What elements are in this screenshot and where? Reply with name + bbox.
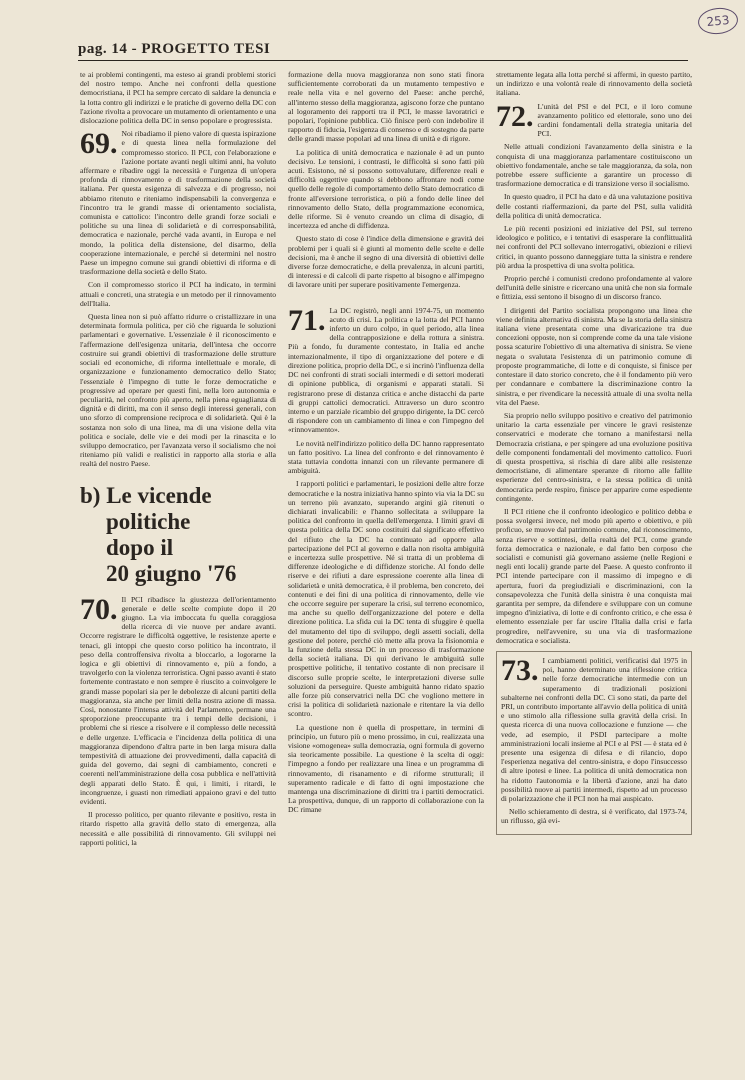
paragraph-number-70: 70. [80,594,118,626]
paragraph: Nelle attuali condizioni l'avanzamento della sinistra e la conquista di una maggioranza parlamentare costituiscono un obiettivo fondamentale, anche se tale maggioranza, da sola, non potrebbe essere sufficiente a garantire un processo di trasformazione democratica e di transizione verso il socialismo. [496,142,692,189]
paragraph: Le novità nell'indirizzo politico della DC hanno rappresentato un fatto positivo. La linea del confronto e del rinnovamento è stata tuttavia condotta innanzi con un rilevante permanere di ambiguità. [288,438,484,476]
paragraph: La questione non è quella di prospettare, in termini di principio, un futuro più o meno prossimo, in cui, realizzata una visione «omogenea» sulla democrazia, ogni formula di governo sia teoricamente possibile. La questione è la scelta di oggi: l'impegno a fondo per realizzare una linea e un programma di rinnovamento, di risanamento e di riforme strutturali; il superamento radicale e di fatto di ogni impostazione che mantenga una discriminazione di diritti tra i partiti democratici. La prospettiva, dunque, di un rapporto di collaborazione con la DC rimane [288,722,484,815]
section-71 [288,306,484,439]
section-heading-line: dopo il [106,534,174,560]
paragraph: Proprio perché i comunisti credono profondamente al valore dell'unità delle sinistre e ricercano una unità che non sia formale e fittizia, essi sentono il bisogno di un discorso franco. [496,274,692,302]
paragraph: Nello schieramento di destra, si è verificato, dal 1973-74, un riflusso, già evi- [501,807,687,826]
section-69 [80,129,276,280]
section-heading-line: b) Le vicende [80,482,212,508]
paragraph: In questo quadro, il PCI ha dato e dà una valutazione positiva delle costanti riaffermazioni, da parte del PSI, sulla validità della politica di unità democratica. [496,192,692,220]
paragraph: L'unità del PSI e del PCI, e il loro comune avanzamento politico ed elettorale, sono uno dei cardini fondamentali della strategia unitaria del PCI. [537,101,692,139]
section-72 [496,102,692,143]
section-70 [80,595,276,811]
section-heading-line: 20 giugno '76 [106,560,237,586]
paragraph: Il processo politico, per quanto rilevante e positivo, resta in ritardo rispetto alla gravità dello stato di emergenza, alla necessità e alle possibilità di rinnovamento. Gli sviluppi nei rapporti politici, la [80,810,276,847]
paragraph: te ai problemi contingenti, ma esteso ai grandi problemi storici del nostro tempo. Anche nei confronti della questione democristiana, il PCI ha sempre cercato di saldare la denuncia e la lotta contro gli indirizzi e le pratiche di governo della DC con l'azione rivolta a provocare un mutamento di orientamento e una dislocazione politica della DC in senso popolare e progressista. [80,70,276,126]
paragraph-number-73: 73. [501,653,539,687]
paragraph: La DC registrò, negli anni 1974-75, un momento acuto di crisi. La politica e la lotta del PCI hanno inferto un duro colpo, in quel periodo, alla linea della contrapposizione e della rottura a sinistra. Più a fondo, fu duramente contestato, in Italia ed anche internazionalmente, il tipo di organizzazione del potere e di direzione politica, proprio della DC, e si incrinò l'influenza della DC nei confronti di strati sociali intermedi e di settori moderati di opinione pubblica, di organismi e apparati statali. Si registrarono prese di distanza critica e anche distacchi da parte di gruppi cattolici democratici. Attraverso un duro scontro interno e un parziale ricambio del gruppo dirigente, la DC cercò di rispondere con un cambiamento di linea e con l'impegno del «rinnovamento». [288,305,484,435]
paragraph: Il PCI ribadisce la giustezza dell'orientamento generale e delle scelte compiute dopo il 20 giugno. La via imboccata fu quella coraggiosa della ricerca di vie nuove per andare avanti. Occorre registrare le difficoltà oggettive, le resistenze aperte e tenaci, gli intoppi che questo corso politico ha incontrato, il peso della controffensiva rivolta a bloccarlo, a logorarne la logica e gli obiettivi di rinnovamento e, più a fondo, a travolgerlo con la violenza terroristica. Ogni passo avanti è stato fortemente contrastato e non sempre è riuscito a coinvolgere le grandi masse popolari sia per le debolezze di alcuni partiti della maggioranza, sia anche per limiti della nostra azione di massa. Così, nonostante l'intensa attività del Parlamento, permane una sproporzione preoccupante tra i tempi delle decisioni, i problemi che si riesce a risolvere e il complesso delle necessità e delle urgenze. L'efficacia e l'incidenza della politica di una maggioranza dipendono d'altra parte in ben larga misura dalla tempestività di attuazione dei provvedimenti, dalla capacità di guida del governo, dai segni di cambiamento, concreti e coerenti nell'amministrazione della cosa pubblica e nell'attività degli apparati dello Stato. È qui, i limiti, i ritardi, le incongruenze, i guasti non rimediati appaiono gravi e del tutto evidenti. [80,594,276,806]
header-title: pag. 14 - PROGETTO TESI [78,41,271,57]
paragraph-number-72: 72. [496,101,534,133]
page-number-stamp: 253 [697,6,739,36]
paragraph: formazione della nuova maggioranza non sono stati finora sufficientemente corroborati da un mutamento tempestivo e reale nella vita e nel governo del Paese: anche perché, all'interno stesso della maggioranza, agiscono forze che puntano al logoramento dei rapporti tra il PCI, le masse lavoratrici e popolari, l'opinione pubblica. Ciò finisce però con indebolire il rapporto di fiducia, l'esigenza di consenso e di sostegno da parte delle grandi masse popolari ad una linea di unità e di rigore. [288,70,484,144]
section-73 [496,651,692,835]
paragraph: I rapporti politici e parlamentari, le posizioni delle altre forze democratiche e la nostra iniziativa hanno spinto via via la DC su un terreno più avanzato, superando argini già ritenuti o dichiarati invalicabili: e l'hanno sollecitata a sviluppare la politica del confronto in quella dell'emergenza. I limiti gravi di questa politica della DC sono costituiti dal significato effettivo del rifiuto che la DC ha continuato ad opporre alla partecipazione del PCI al governo e dalla non risolta ambiguità e incertezza sulle prospettive. Né si tratta di un problema di differenze ideologiche e di diffidenze storiche. Al fondo delle riserve e dei rifiuti a dare espressione coerente alla linea di solidarietà e unità democratica, è il problema, ben concreto, dei contenuti e dei fini di una politica di rinnovamento, delle vie che occorre seguire per superare la crisi, sul terreno economico, ma anche su quello dell'organizzazione del potere e della direzione politica. La sfida cui la DC tenta di sfuggire è quella del mutamento del tipo di sviluppo, degli assetti sociali, della gestione del potere, perché ciò mette alla prova la fisionomia e la funzione della stessa DC in un processo di trasformazione della società italiana. Di qui derivano le ambiguità sulle prospettive politiche, il tentativo costante di non precisare il discorso sulle proprie scelte, le interpretazioni diverse sulle soluzioni da perseguire. Queste ambiguità hanno ridato spazio alle forze più conservatrici nella DC che vogliono mettere in crisi la politica di solidarietà nazionale e ritentare la via dello scontro. [288,479,484,719]
paragraph: strettamente legata alla lotta perché si affermi, in questo partito, un indirizzo e una volontà reale di rinnovamento della società italiana. [496,70,692,98]
paragraph: Il PCI ritiene che il confronto ideologico e politico debba e possa svolgersi invece, nel modo più aperto e obiettivo, e più proficuo, se muove dal patrimonio comune, dal riconoscimento, senza riserve e sottintesi, della realtà del PCI, come grande forza democratica e nazionale, e dal fatto ben corposo che socialisti e comunisti già governano assieme (nelle Regioni e negli enti locali) grande parte del Paese. A questo confronto il PCI intende partecipare con il massimo di impegno e di apertura, fuori da pregiudiziali e discriminazioni, con la consapevolezza che l'unità della sinistra è una conquista mai garantita per sempre, da difendere e sviluppare con un comune impegno d'iniziativa, di lotte e di confronto critico, e che essa è elemento essenziale per far uscire l'Italia dalla crisi e farla progredire, nell'avvenire, su una via di trasformazione democratica e socialista. [496,506,692,645]
paragraph: Questa linea non si può affatto ridurre o cristallizzare in una determinata formula politica, per ciò che riguarda le soluzioni parlamentari e governative. L'essenziale è il riconoscimento e l'affermazione dell'esigenza unitaria, dell'intesa che occorre costruire sui grandi obiettivi di trasformazione delle strutture sociali ed economiche, di riforma intellettuale e morale, di organizzazione e funzionamento democratico dello Stato; l'essenziale è l'impegno di tutte le forze democratiche e progressive ad operare per questi fini, nella loro autonomia e peculiarità, nel confronto più aperto, nella piena eguaglianza di dignità e di diritti, ma con il senso degli interessi generali, con uno sforzo di comprensione reciproca e di solidarietà. Qui è la sostanza non solo di una linea, ma di una visione della vita politica e sociale, delle vie e dei modi per la rinascita e lo sviluppo democratico, per l'avanzata verso il socialismo che noi riteniamo più validi e realistici in rapporto alla storia e alla realtà del nostro Paese. [80,312,276,469]
paragraph: Questo stato di cose è l'indice della dimensione e gravità dei problemi per i quali si è giunti al momento delle scelte e delle decisioni, ma è anche il segno di una diversità di obiettivi delle diverse forze democratiche, e della prevalenza, in alcuni partiti, di interessi e di calcoli di parte rispetto al bisogno e all'impegno di lavorare uniti per superare positivamente l'emergenza. [288,234,484,290]
paragraph: Con il compromesso storico il PCI ha indicato, in termini attuali e concreti, una strategia e un metodo per il rinnovamento dell'Italia. [80,280,276,308]
paragraph-number-69: 69. [80,129,118,161]
paragraph: I cambiamenti politici, verificatisi dal 1975 in poi, hanno determinato una riflessione critica nelle forze democratiche intermedie con un superamento di tradizionali posizioni subalterne nei confronti della DC. Ci sono stati, da parte del PRI, un contributo importante all'avvio della politica di unità e uno stimolo alla riflessione sulla gravità della crisi. In questa ricerca di una nuova collocazione e funzione — che vede, ad esempio, il PSDI partecipare a molte amministrazioni locali insieme al PCI e al PSI — è stata ed è presente una esigenza di difesa e di rilancio, dopo l'esperienza negativa del centro-sinistra, e dopo l'insuccesso di altre ipotesi e linee. La politica di unità democratica non ha ridotto l'autonomia e la libertà d'azione, anzi ha dato possibilità nuove ai partiti intermedi, rispetto ad un processo di polarizzazione che il PCI non ha mai auspicato. [501,655,687,804]
section-heading [80,483,276,587]
paragraph-number-71: 71. [288,305,326,337]
paragraph: Le più recenti posizioni ed iniziative del PSI, sul terreno ideologico e politico, e i tentativi di esasperare la conflittualità nei confronti del PCI sollevano interrogativi, obiezioni e rilievi critici, in quanto possono danneggiare tutta la sinistra e rendere più ardua la prospettiva di una svolta politica. [496,224,692,270]
paragraph: Sia proprio nello sviluppo positivo e creativo del patrimonio unitario la carta essenziale per vincere le gravi resistenze conservatrici e moderate che tornano a manifestarsi nella Democrazia cristiana, e per spingere ad una evoluzione positiva delle componenti fondamentali del movimento cattolico. Fuori di questa prospettiva, si rischia di dare alibi alle resistenze democristiane, di alimentare speranze di ritorno alle fallite esperienze del centro-sinistra, e la stessa politica di unità democratica perde respiro, finisce per apparire come espediente contingente. [496,410,692,503]
paragraph: Noi ribadiamo il pieno valore di questa ispirazione e di questa linea nella formulazione del compromesso storico. Il PCI, con l'elaborazione e l'azione portate avanti negli ultimi anni, ha voluto affermare e ribadire oggi la necessità e l'urgenza di un'opera profonda di rinnovamento e di trasformazione della società italiana. Per questa esigenza di salvezza e di progresso, noi abbiamo ritenuto e riteniamo indispensabili la convergenza e l'incontro tra le grandi masse di orientamento socialista, comunista e cattolico: l'incontro delle grandi forze sociali e politiche su una linea di solidarietà e di corresponsabilità, democratica e nazionale, perché vada avanti, in Europa e nel mondo, la politica della distensione, del disarmo, della cooperazione internazionale, e perché si determini nel nostro Paese un impegno comune sui grandi obiettivi di riforma e di trasformazione della società e dello Stato. [80,129,276,277]
column-3 [496,70,692,835]
column-1 [80,70,276,851]
paragraph: I dirigenti del Partito socialista propongono una linea che viene definita alternativa di sinistra. Ma se la storia della sinistra italiana viene presentata come una divaricazione tra due concezioni opposte, non si comprende come da una tale visione possa scaturire l'obiettivo di una alternativa di sinistra. Se viene negata o svalutata l'esistenza di un patrimonio comune di proposte programmatiche, di lotte e di conquiste, si finisce per contestare il dato storico concreto, che è il fondamento più vero per condannare e combattere la discriminazione contro la sinistra, e per rivendicare la necessità attuale di una svolta nella vita del Paese. [496,305,692,407]
page-header [78,38,688,61]
paragraph: La politica di unità democratica e nazionale è ad un punto decisivo. Le tensioni, i contrasti, le difficoltà si sono fatti più acuti. Esistono, né si possono sottovalutare, differenze reali e difficoltà oggettive quando si debbono affrontare nodi come quello delle regole di comportamento dello Stato democratico di fronte all'eversione terroristica, o più a fondo delle linee del rinnovamento dello Stato, della programmazione economica, delle riforme. Si è venuto creando un clima di disagio, di incertezza ed anche di diffidenza. [288,147,484,231]
section-heading-line: politiche [106,508,191,534]
column-2 [288,70,484,819]
